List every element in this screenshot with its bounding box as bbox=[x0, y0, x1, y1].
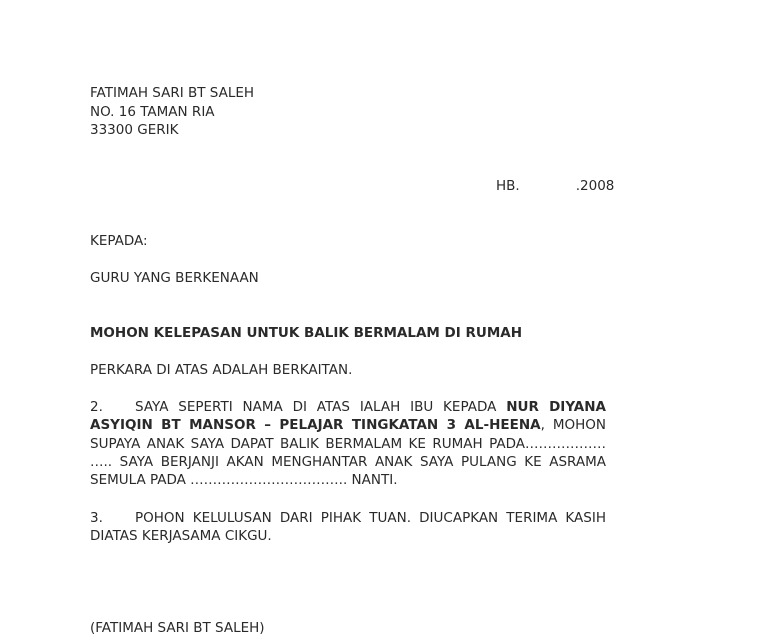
recipient-name-text: GURU YANG BERKENAAN bbox=[90, 270, 259, 286]
signature-name: (FATIMAH SARI BT SALEH) bbox=[90, 620, 265, 636]
paragraph-2-student-name: NUR DIYANA ASYIQIN BT MANSOR – PELAJAR TINGKATAN 3 AL-HEENA bbox=[90, 399, 606, 434]
sender-address-line1: NO. 16 TAMAN RIA bbox=[90, 103, 215, 120]
paragraph-3-number: 3. bbox=[90, 510, 103, 526]
recipient-name bbox=[90, 269, 606, 288]
date-year: .2008 bbox=[575, 178, 615, 194]
letter-subject bbox=[90, 324, 606, 343]
letter-subject-text: MOHON KELEPASAN UNTUK BALIK BERMALAM DI RUMAH bbox=[90, 325, 523, 341]
sender-address-line2: 33300 GERIK bbox=[90, 122, 179, 138]
sender-name: FATIMAH SARI BT SALEH bbox=[90, 85, 255, 101]
letter-intro bbox=[90, 361, 606, 380]
signature-block bbox=[90, 619, 606, 638]
sender-address bbox=[90, 84, 606, 140]
paragraph-2-text-after: , MOHON SUPAYA ANAK SAYA DAPAT BALIK BERMALAM KE RUMAH PADA……………… ….. SAYA BERJANJI AKAN MENGHANTAR ANAK SAYA PULANG KE ASRAMA SEMULA PADA …………………………….. NANTI. bbox=[90, 417, 606, 489]
paragraph-3-text: POHON KELULUSAN DARI PIHAK TUAN. DIUCAPKAN TERIMA KASIH DIATAS KERJASAMA CIKGU. bbox=[90, 510, 606, 545]
date-day-label: HB. bbox=[496, 178, 520, 194]
paragraph-2-text-before: SAYA SEPERTI NAMA DI ATAS IALAH IBU KEPADA bbox=[135, 399, 507, 415]
letter-date bbox=[496, 177, 614, 196]
letter-intro-text: PERKARA DI ATAS ADALAH BERKAITAN. bbox=[90, 362, 353, 378]
paragraph-2-number: 2. bbox=[90, 399, 103, 415]
recipient-label bbox=[90, 232, 606, 251]
paragraph-3 bbox=[90, 509, 606, 546]
recipient-label-text: KEPADA: bbox=[90, 233, 148, 249]
paragraph-2 bbox=[90, 398, 606, 489]
